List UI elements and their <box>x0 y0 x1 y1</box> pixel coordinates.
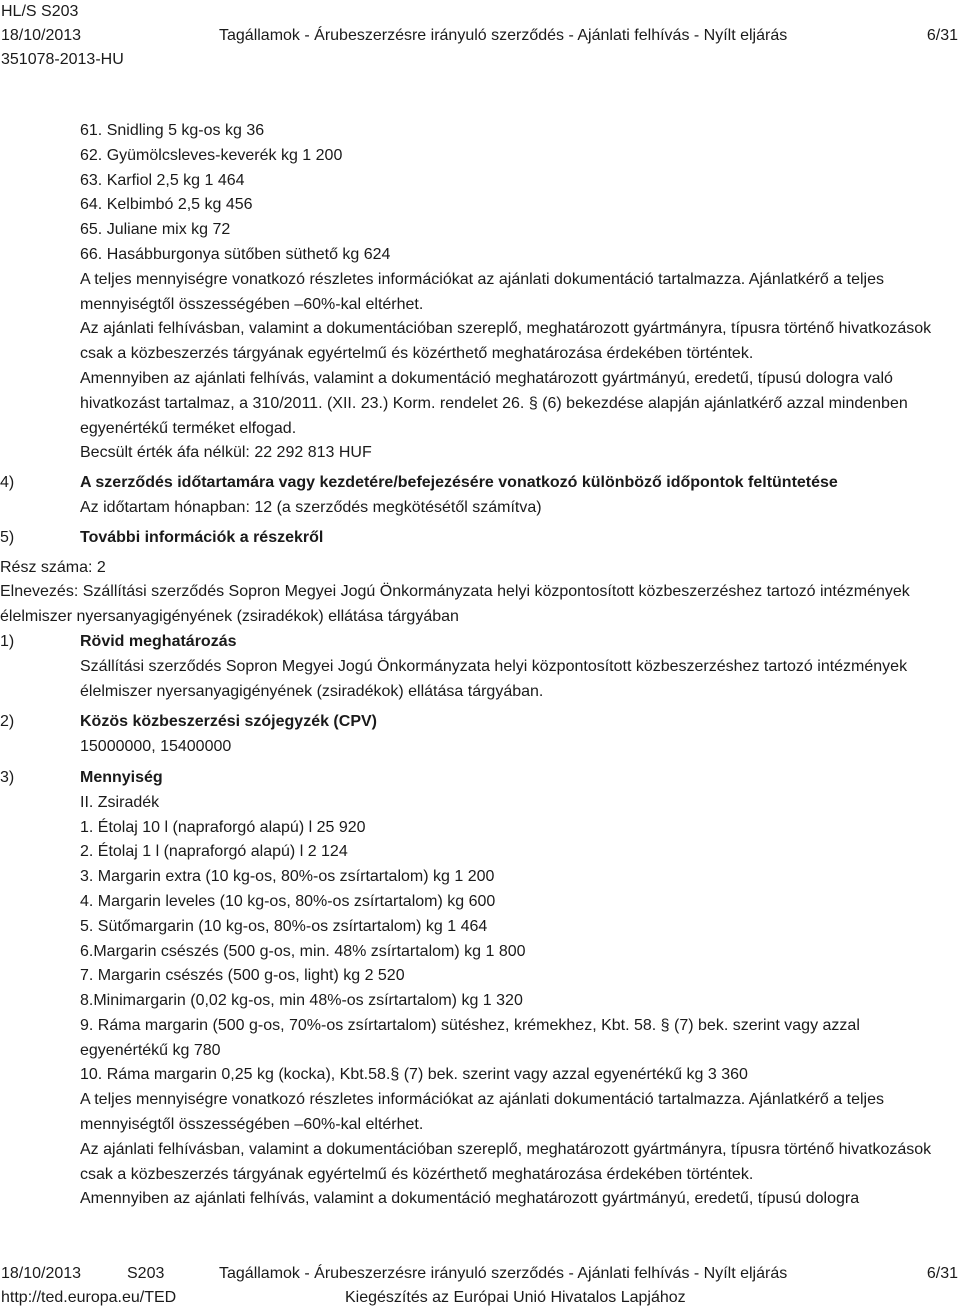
section-cpv <box>0 710 960 760</box>
list-item: 2. Étolaj 1 l (napraforgó alapú) l 2 124 <box>80 843 348 861</box>
list-item: 62. Gyümölcsleves-keverék kg 1 200 <box>80 146 343 164</box>
footer-date: 18/10/2013 <box>1 1265 82 1282</box>
section-title: Közös közbeszerzési szójegyzék (CPV) <box>80 713 377 731</box>
note-paragraph: A teljes mennyiségre vonatkozó részletes információkat az ajánlati dokumentáció tartalmazza. Ajánlatkérő a teljes mennyiségtől összességében –60%-kal eltérhet. <box>80 1091 884 1134</box>
note-paragraph: Amennyiben az ajánlati felhívás, valamint a dokumentáció meghatározott gyártmányú, eredetű, típusú dologra való hivatkozást tartalmaz, a 310/2011. (XII. 23.) Korm. rendelet 26. § (6) bekezdése alapján ajánlatkérő azzal mindenben egyenértékű terméket elfogad. <box>80 369 908 437</box>
footer-page: 6/31 <box>926 1265 958 1282</box>
quantity-list-continued <box>0 119 960 466</box>
footer-url: http://ted.europa.eu/TED <box>1 1289 177 1306</box>
header-page: 6/31 <box>926 27 958 44</box>
section-number: 4) <box>0 474 15 492</box>
list-item: 3. Margarin extra (10 kg-os, 80%-os zsírtartalom) kg 1 200 <box>80 868 495 886</box>
estimated-value: Becsült érték áfa nélkül: 22 292 813 HUF <box>80 444 372 462</box>
header-title: Tagállamok - Árubeszerzésre irányuló szerződés - Ajánlati felhívás - Nyílt eljárás <box>219 27 788 44</box>
footer-publisher: Kiegészítés az Európai Unió Hivatalos Lapjához <box>345 1289 686 1306</box>
section-text: 15000000, 15400000 <box>80 738 232 756</box>
section-duration <box>0 471 960 521</box>
section-title: A szerződés időtartamára vagy kezdetére/befejezésére vonatkozó különböző időpontok feltüntetése <box>80 474 838 492</box>
list-item: 7. Margarin csészés (500 g-os, light) kg 2 520 <box>80 967 405 985</box>
note-paragraph: Az ajánlati felhívásban, valamint a dokumentációban szereplő, meghatározott gyártmányra, típusra történő hivatkozások csak a közbeszerzés tárgyának egyértelmű és közérthető meghatározása érdekében történtek. <box>80 1140 932 1183</box>
list-item: 4. Margarin leveles (10 kg-os, 80%-os zsírtartalom) kg 600 <box>80 892 496 910</box>
note-paragraph: Az ajánlati felhívásban, valamint a dokumentációban szereplő, meghatározott gyártmányra, típusra történő hivatkozások csak a közbeszerzés tárgyának egyértelmű és közérthető meghatározása érdekében történtek. <box>80 320 932 363</box>
page-footer <box>1 1262 959 1310</box>
section-title: Rövid meghatározás <box>80 632 237 650</box>
section-number: 5) <box>0 528 15 546</box>
list-item: 63. Karfiol 2,5 kg 1 464 <box>80 171 245 189</box>
section-additional-info <box>0 526 960 551</box>
part-header <box>0 556 960 630</box>
section-quantity <box>0 766 960 1212</box>
doc-number: 351078-2013-HU <box>1 51 124 68</box>
section-short-description <box>0 630 960 704</box>
list-item: 66. Hasábburgonya sütőben süthető kg 624 <box>80 245 391 263</box>
section-number: 2) <box>0 713 15 731</box>
part-number: Rész száma: 2 <box>0 558 106 576</box>
list-item: 1. Étolaj 10 l (napraforgó alapú) l 25 920 <box>80 818 366 836</box>
list-item: 9. Ráma margarin (500 g-os, 70%-os zsírtartalom) sütéshez, krémekhez, Kbt. 58. § (7) bek. szerint vagy azzal egyenértékű kg 780 <box>80 1016 860 1059</box>
list-item: 61. Snidling 5 kg-os kg 36 <box>80 122 265 139</box>
header-date: 18/10/2013 <box>1 27 82 44</box>
list-item: 65. Juliane mix kg 72 <box>80 221 231 239</box>
section-title: További információk a részekről <box>80 528 324 546</box>
section-text: Az időtartam hónapban: 12 (a szerződés megkötésétől számítva) <box>80 498 542 516</box>
list-item: 5. Sütőmargarin (10 kg-os, 80%-os zsírtartalom) kg 1 464 <box>80 917 488 935</box>
section-title: Mennyiség <box>80 768 163 786</box>
note-paragraph: Amennyiben az ajánlati felhívás, valamint a dokumentáció meghatározott gyártmányú, eredetű, típusú dologra <box>80 1190 860 1208</box>
list-item: II. Zsiradék <box>80 793 160 811</box>
doc-code: HL/S S203 <box>1 3 79 20</box>
page-header <box>1 0 959 72</box>
list-item: 10. Ráma margarin 0,25 kg (kocka), Kbt.58.§ (7) bek. szerint vagy azzal egyenértékű kg 3 360 <box>80 1066 748 1084</box>
document-body <box>0 119 960 1212</box>
list-item: 6.Margarin csészés (500 g-os, min. 48% zsírtartalom) kg 1 800 <box>80 942 526 960</box>
section-text: Szállítási szerződés Sopron Megyei Jogú Önkormányzata helyi központosított közbeszerzéshez tartozó intézmények élelmiszer nyersanyagigényének (zsiradékok) ellátása tárgyában. <box>80 657 908 700</box>
note-paragraph: A teljes mennyiségre vonatkozó részletes információkat az ajánlati dokumentáció tartalmazza. Ajánlatkérő a teljes mennyiségtől összességében –60%-kal eltérhet. <box>80 270 884 313</box>
list-item: 8.Minimargarin (0,02 kg-os, min 48%-os zsírtartalom) kg 1 320 <box>80 992 523 1010</box>
section-number: 1) <box>0 632 15 650</box>
footer-series: S203 <box>127 1265 165 1282</box>
footer-title: Tagállamok - Árubeszerzésre irányuló szerződés - Ajánlati felhívás - Nyílt eljárás <box>219 1265 788 1282</box>
list-item: 64. Kelbimbó 2,5 kg 456 <box>80 196 253 214</box>
part-name: Elnevezés: Szállítási szerződés Sopron Megyei Jogú Önkormányzata helyi központosított közbeszerzéshez tartozó intézmények élelmiszer nyersanyagigényének (zsiradékok) ellátása tárgyában <box>0 583 910 626</box>
section-number: 3) <box>0 768 15 786</box>
